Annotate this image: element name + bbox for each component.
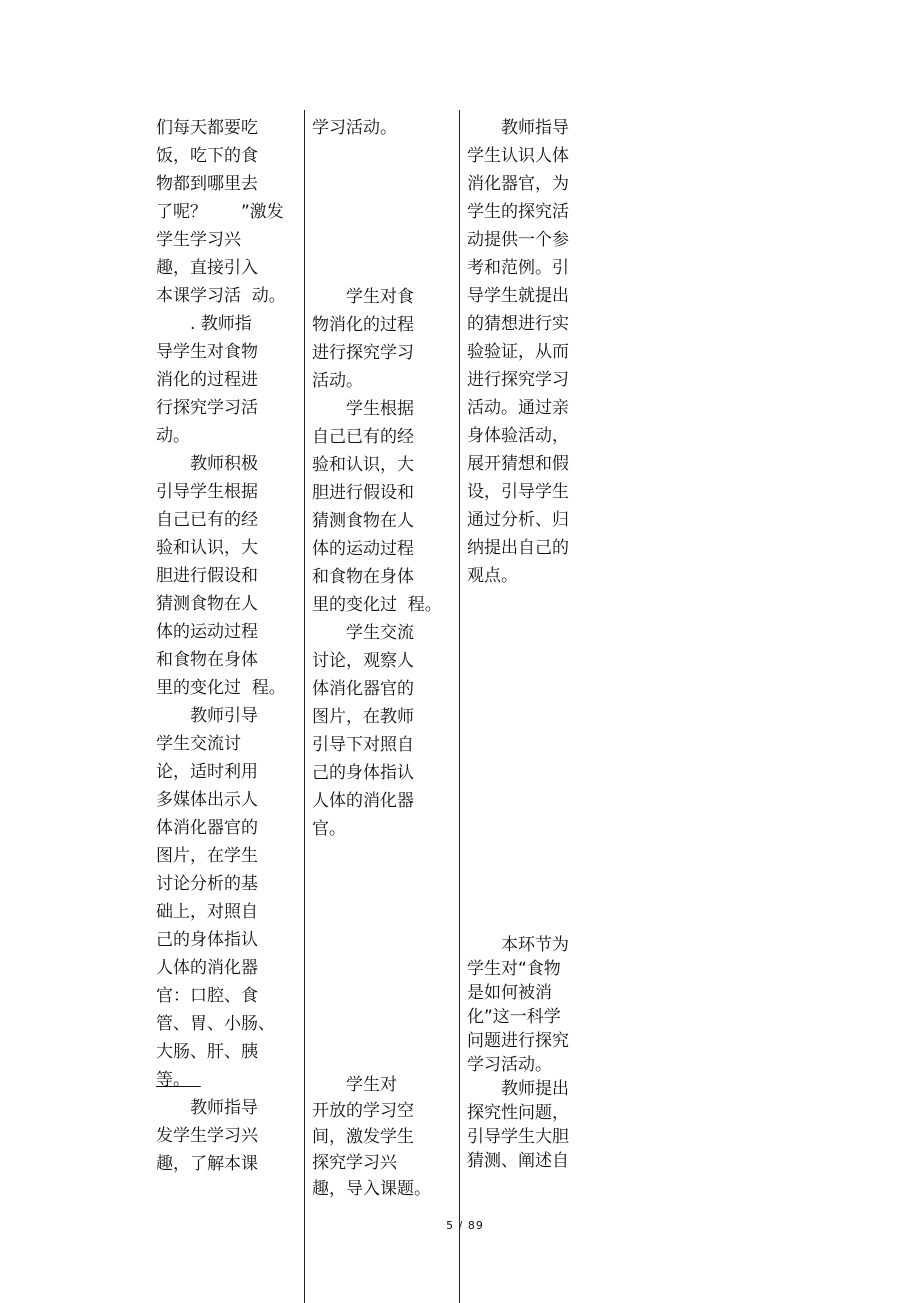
text-line: 验验证，从而 <box>467 342 569 362</box>
text-line: 自己已有的经 <box>156 510 258 530</box>
text-line: 发学生学习兴 <box>156 1126 258 1146</box>
text-line: 验和认识，大 <box>156 538 258 558</box>
text-line: . 教师指 <box>156 314 252 334</box>
text-line: 学生交流讨 <box>156 734 241 754</box>
text-line: 动提供一个参 <box>467 230 569 250</box>
text-line: 展开猜想和假 <box>467 454 569 474</box>
text-line: 等。 <box>156 1070 201 1090</box>
text-line: 官。 <box>312 819 346 839</box>
text-line: 引导学生大胆 <box>467 1127 569 1147</box>
text-line: 图片，在学生 <box>156 846 258 866</box>
text-line: 学生的探究活 <box>467 202 569 222</box>
text-line: 讨论分析的基 <box>156 874 258 894</box>
text-line: 通过分析、归 <box>467 510 569 530</box>
text-line: 活动。通过亲 <box>467 398 569 418</box>
text-line: 物都到哪里去 <box>156 174 258 194</box>
text-line: 验和认识，大 <box>312 455 414 475</box>
text-line: 体消化器官的 <box>156 818 258 838</box>
text-line: 观点。 <box>467 566 518 586</box>
text-line: 开放的学习空 <box>312 1101 414 1121</box>
text-line: 学习活动。 <box>312 118 397 138</box>
text-line: 纳提出自己的 <box>467 538 569 558</box>
text-line: 消化器官，为 <box>467 174 569 194</box>
text-line: 猜测、阐述自 <box>467 1151 569 1171</box>
text-line: 学生学习兴 <box>156 230 241 250</box>
text-line: 讨论，观察人 <box>312 651 414 671</box>
text-line: 教师指导 <box>156 1098 258 1118</box>
text-line: 导学生对食物 <box>156 342 258 362</box>
text-line: 身体验活动， <box>467 426 569 446</box>
text-line: 本环节为 <box>467 935 569 955</box>
text-line: 人体的消化器 <box>156 958 258 978</box>
text-line: 问题进行探究 <box>467 1031 569 1051</box>
text-line: 学生对“食物 <box>467 959 561 979</box>
text-line: 猜测食物在人 <box>312 511 414 531</box>
text-line: 引导下对照自 <box>312 735 414 755</box>
text-line: 胆进行假设和 <box>156 566 258 586</box>
text-line: 饭，吃下的食 <box>156 146 258 166</box>
text-line: 化”这一科学 <box>467 1007 561 1027</box>
text-line: 管、胃、小肠、 <box>156 1014 275 1034</box>
text-line: 学生对 <box>312 1075 397 1095</box>
text-line: 探究性问题， <box>467 1103 569 1123</box>
text-line: 猜测食物在人 <box>156 594 258 614</box>
text-line: 间，激发学生 <box>312 1127 414 1147</box>
text-line: 体消化器官的 <box>312 679 414 699</box>
page-current: 5 <box>446 1219 455 1232</box>
text-line: 消化的过程进 <box>156 370 258 390</box>
text-line: 自己已有的经 <box>312 427 414 447</box>
text-line: 趣，直接引入 <box>156 258 258 278</box>
text-line: 考和范例。引 <box>467 258 569 278</box>
page-separator: / <box>458 1219 464 1232</box>
column-divider-2 <box>459 110 460 1303</box>
text-line: 官：口腔、食 <box>156 986 258 1006</box>
text-line: 图片，在教师 <box>312 707 414 727</box>
column-divider-1 <box>304 110 305 1303</box>
text-line: 进行探究学习 <box>467 370 569 390</box>
text-line: 了呢？ ”激发 <box>156 202 284 222</box>
text-line: 和食物在身体 <box>156 650 258 670</box>
text-line: 物消化的过程 <box>312 315 414 335</box>
text-line: 趣，了解本课 <box>156 1154 258 1174</box>
text-line: 大肠、肝、胰 <box>156 1042 258 1062</box>
text-line: 己的身体指认 <box>312 763 414 783</box>
text-line: 学生认识人体 <box>467 146 569 166</box>
text-line: 学生对食 <box>312 287 414 307</box>
page-total: 89 <box>467 1219 484 1232</box>
text-line: 学习活动。 <box>467 1055 552 1075</box>
text-line: 是如何被消 <box>467 983 552 1003</box>
page-number <box>430 1219 500 1232</box>
text-line: 们每天都要吃 <box>156 118 258 138</box>
text-line: 教师积极 <box>156 454 258 474</box>
text-line: 础上，对照自 <box>156 902 258 922</box>
text-line: 教师提出 <box>467 1079 569 1099</box>
text-line: 行探究学习活 <box>156 398 258 418</box>
text-line: 活动。 <box>312 371 363 391</box>
text-line: 体的运动过程 <box>156 622 258 642</box>
text-line: 本课学习活 动。 <box>156 286 286 306</box>
text-line: 探究学习兴 <box>312 1153 397 1173</box>
text-line: 动。 <box>156 426 190 446</box>
text-line: 进行探究学习 <box>312 343 414 363</box>
text-line: 里的变化过 程。 <box>312 595 442 615</box>
text-line: 教师引导 <box>156 706 258 726</box>
text-line: 导学生就提出 <box>467 286 569 306</box>
text-line: 引导学生根据 <box>156 482 258 502</box>
text-line: 多媒体出示人 <box>156 790 258 810</box>
text-line: 的猜想进行实 <box>467 314 569 334</box>
text-line: 教师指导 <box>467 118 569 138</box>
text-line: 学生交流 <box>312 623 414 643</box>
text-line: 设，引导学生 <box>467 482 569 502</box>
text-line: 学生根据 <box>312 399 414 419</box>
text-line: 里的变化过 程。 <box>156 678 286 698</box>
text-line: 和食物在身体 <box>312 567 414 587</box>
text-line: 论，适时利用 <box>156 762 258 782</box>
text-line: 体的运动过程 <box>312 539 414 559</box>
text-line: 人体的消化器 <box>312 791 414 811</box>
text-line: 己的身体指认 <box>156 930 258 950</box>
text-line: 胆进行假设和 <box>312 483 414 503</box>
text-line: 趣，导入课题。 <box>312 1179 431 1199</box>
